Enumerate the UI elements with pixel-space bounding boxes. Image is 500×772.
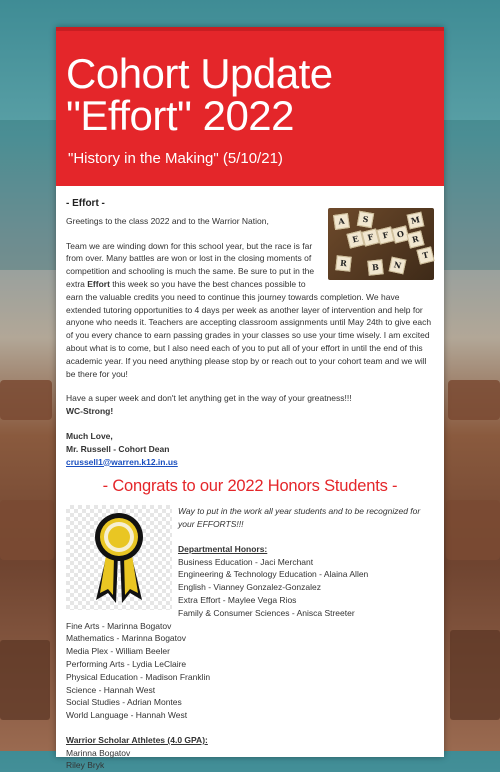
- scrabble-tile: A: [333, 213, 350, 230]
- list-item: English - Vianney Gonzalez-Gonzalez: [178, 582, 322, 593]
- list-item: Media Plex - William Beeler: [66, 646, 170, 657]
- scrabble-tile: R: [335, 255, 351, 271]
- intro-paragraph-end: this week so you have the best chances possible to earn the valuable credits you need to continue this journey towards completion. We have extended tutoring opportunities to 4 days per week as another layer of intervention and help for anyone who needs it. Teachers are accepting classroom assignments until May 24th to give each of you every chance to earn passing grades in your classes so use your time wisely. I am excited about what is to come, but I also need each of you to put all of your effort in until the end of this academic year. If you need anything please stop by or reach out to your cohort team and we will be there for you!: [66, 278, 432, 379]
- departmental-heading: Departmental Honors:: [178, 543, 268, 554]
- list-item: Extra Effort - Maylee Vega Rios: [178, 594, 297, 605]
- list-item: Business Education - Jaci Merchant: [178, 556, 314, 567]
- list-item: Performing Arts - Lydia LeClaire: [66, 658, 187, 669]
- scrabble-tile: E: [346, 230, 364, 248]
- list-item: Marinna Bogatov: [66, 747, 131, 758]
- list-item: World Language - Hannah West: [66, 710, 188, 721]
- scrabble-tile: F: [376, 226, 394, 244]
- scholar-athletes-list: [66, 747, 434, 772]
- list-item: Riley Bryk: [66, 760, 105, 771]
- scrabble-tile: R: [406, 230, 424, 248]
- list-item: Social Studies - Adrian Montes: [66, 697, 182, 708]
- closing-block: [66, 392, 434, 418]
- background-chair: [450, 630, 500, 720]
- signature-name: Mr. Russell - Cohort Dean: [66, 443, 170, 454]
- scrabble-tile: N: [389, 256, 407, 274]
- background-desk: [448, 380, 500, 420]
- newsletter-card: [56, 27, 444, 771]
- list-item: Fine Arts - Marinna Bogatov: [66, 620, 172, 631]
- scholar-athletes-heading: Warrior Scholar Athletes (4.0 GPA):: [66, 734, 208, 745]
- list-item: Engineering & Technology Education - Alaina Allen: [178, 569, 369, 580]
- background-desk: [0, 500, 54, 560]
- closing-line: Have a super week and don't let anything get in the way of your greatness!!!: [66, 393, 352, 404]
- honors-lead: Way to put in the work all year students and to be recognized for your EFFORTS!!!: [178, 506, 421, 529]
- effort-bold-word: Effort: [87, 278, 110, 289]
- scrabble-tile: S: [357, 211, 374, 228]
- list-item: Physical Education - Madison Franklin: [66, 671, 211, 682]
- sign-off: Much Love,: [66, 430, 113, 441]
- greeting-text: Greetings to the class 2022 and to the Warrior Nation,: [66, 215, 269, 226]
- effort-heading: - Effort -: [66, 198, 105, 209]
- list-item: Science - Hannah West: [66, 684, 156, 695]
- list-item: Family & Consumer Sciences - Anisca Streeter: [178, 607, 355, 618]
- scrabble-tile: F: [361, 228, 379, 246]
- honors-heading: - Congrats to our 2022 Honors Students -: [102, 477, 398, 496]
- newsletter-body: [56, 186, 444, 772]
- email-link[interactable]: crussell1@warren.k12.in.us: [66, 456, 178, 467]
- scrabble-tile: T: [416, 246, 434, 264]
- scrabble-tile: M: [407, 211, 425, 229]
- scrabble-tile: O: [391, 225, 409, 243]
- intro-paragraph-start: Team we are winding down for this school year, but the race is far from over. Many battles are won or lost in the closing moments of competition and schooling is much the same. Be sure to put in the extra: [66, 240, 315, 289]
- newsletter-title: Cohort Update "Effort" 2022: [66, 50, 333, 139]
- newsletter-subtitle: "History in the Making" (5/10/21): [68, 150, 283, 167]
- list-item: Mathematics - Marinna Bogatov: [66, 633, 186, 644]
- scrabble-tile: B: [367, 259, 383, 275]
- signature-block: [66, 430, 434, 468]
- newsletter-header: [56, 27, 444, 186]
- award-ribbon-icon: [66, 505, 172, 610]
- effort-scrabble-image: [328, 208, 434, 280]
- award-ribbon-image: [66, 505, 172, 610]
- background-desk: [446, 500, 500, 560]
- background-desk: [0, 380, 52, 420]
- motto-text: WC-Strong!: [66, 406, 114, 417]
- background-chair: [0, 640, 50, 720]
